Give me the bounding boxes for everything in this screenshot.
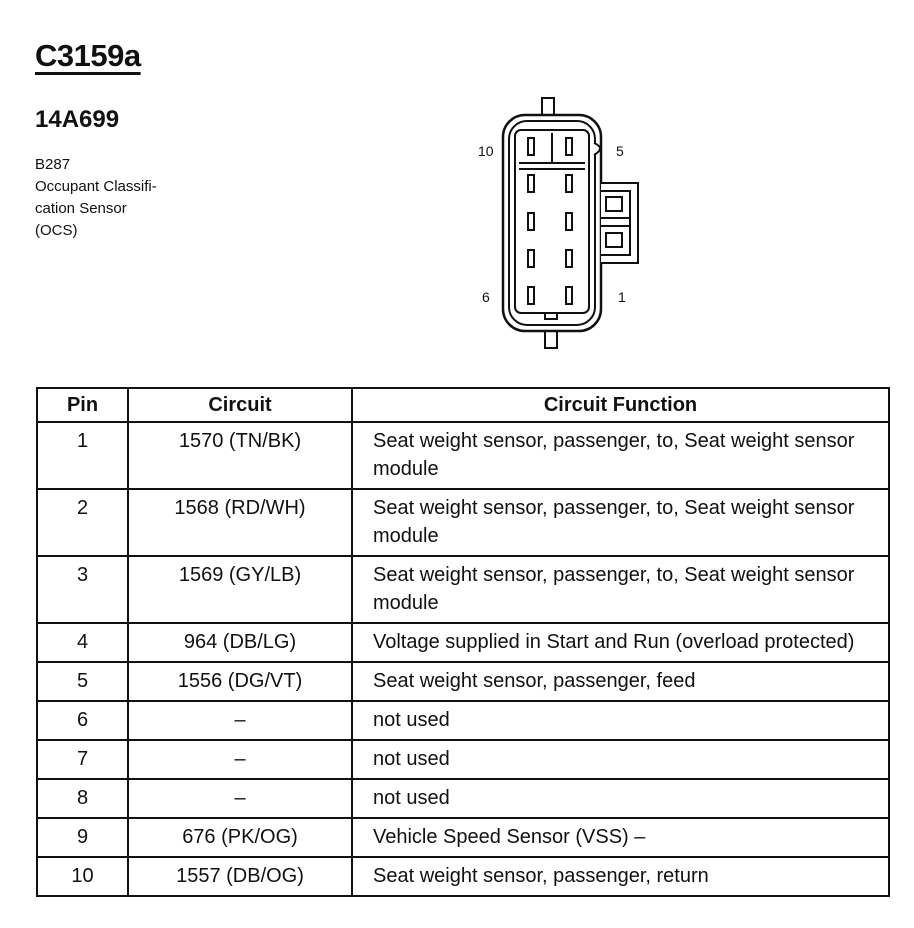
table-row — [37, 818, 889, 857]
pin-cell: 1 — [37, 422, 128, 489]
function-cell: Seat weight sensor, passenger, to, Seat weight sensor module — [352, 422, 889, 489]
description-line: cation Sensor — [35, 200, 127, 217]
part-number: 14A699 — [35, 106, 120, 133]
table-row — [37, 779, 889, 818]
pinout-table — [36, 387, 890, 897]
function-cell: not used — [352, 740, 889, 779]
circuit-cell: 964 (DB/LG) — [128, 623, 352, 662]
pin-label-10: 10 — [478, 143, 494, 159]
pin-cell: 10 — [37, 857, 128, 896]
circuit-cell: 1556 (DG/VT) — [128, 662, 352, 701]
table-row — [37, 857, 889, 896]
table-row — [37, 489, 889, 556]
table-row — [37, 422, 889, 489]
column-header-pin: Pin — [37, 388, 128, 422]
connector-face-diagram — [470, 95, 650, 355]
table-row — [37, 701, 889, 740]
circuit-cell: 1570 (TN/BK) — [128, 422, 352, 489]
table-row — [37, 740, 889, 779]
description-line: Occupant Classifi- — [35, 178, 157, 195]
pin-label-5: 5 — [616, 143, 624, 159]
pin-cell: 8 — [37, 779, 128, 818]
function-cell: Seat weight sensor, passenger, to, Seat weight sensor module — [352, 489, 889, 556]
circuit-cell: – — [128, 779, 352, 818]
function-cell: Seat weight sensor, passenger, return — [352, 857, 889, 896]
circuit-cell: 1568 (RD/WH) — [128, 489, 352, 556]
table-row — [37, 662, 889, 701]
table-header-row — [37, 388, 889, 422]
pin-label-1: 1 — [618, 289, 626, 305]
function-cell: not used — [352, 779, 889, 818]
pin-cell: 2 — [37, 489, 128, 556]
circuit-cell: 676 (PK/OG) — [128, 818, 352, 857]
function-cell: Vehicle Speed Sensor (VSS) – — [352, 818, 889, 857]
pin-cell: 5 — [37, 662, 128, 701]
pin-cell: 6 — [37, 701, 128, 740]
connector-description — [35, 154, 157, 242]
function-cell: Voltage supplied in Start and Run (overload protected) — [352, 623, 889, 662]
function-cell: not used — [352, 701, 889, 740]
connector-title: C3159a — [35, 38, 141, 73]
circuit-cell: 1569 (GY/LB) — [128, 556, 352, 623]
function-cell: Seat weight sensor, passenger, feed — [352, 662, 889, 701]
circuit-cell: 1557 (DB/OG) — [128, 857, 352, 896]
pin-cell: 3 — [37, 556, 128, 623]
description-line: (OCS) — [35, 222, 78, 239]
function-cell: Seat weight sensor, passenger, to, Seat weight sensor module — [352, 556, 889, 623]
pin-label-6: 6 — [482, 289, 490, 305]
pin-cell: 9 — [37, 818, 128, 857]
column-header-function: Circuit Function — [352, 388, 889, 422]
table-row — [37, 556, 889, 623]
table-row — [37, 623, 889, 662]
circuit-cell: – — [128, 701, 352, 740]
description-line: B287 — [35, 156, 71, 173]
column-header-circuit: Circuit — [128, 388, 352, 422]
circuit-cell: – — [128, 740, 352, 779]
pin-cell: 7 — [37, 740, 128, 779]
pin-cell: 4 — [37, 623, 128, 662]
